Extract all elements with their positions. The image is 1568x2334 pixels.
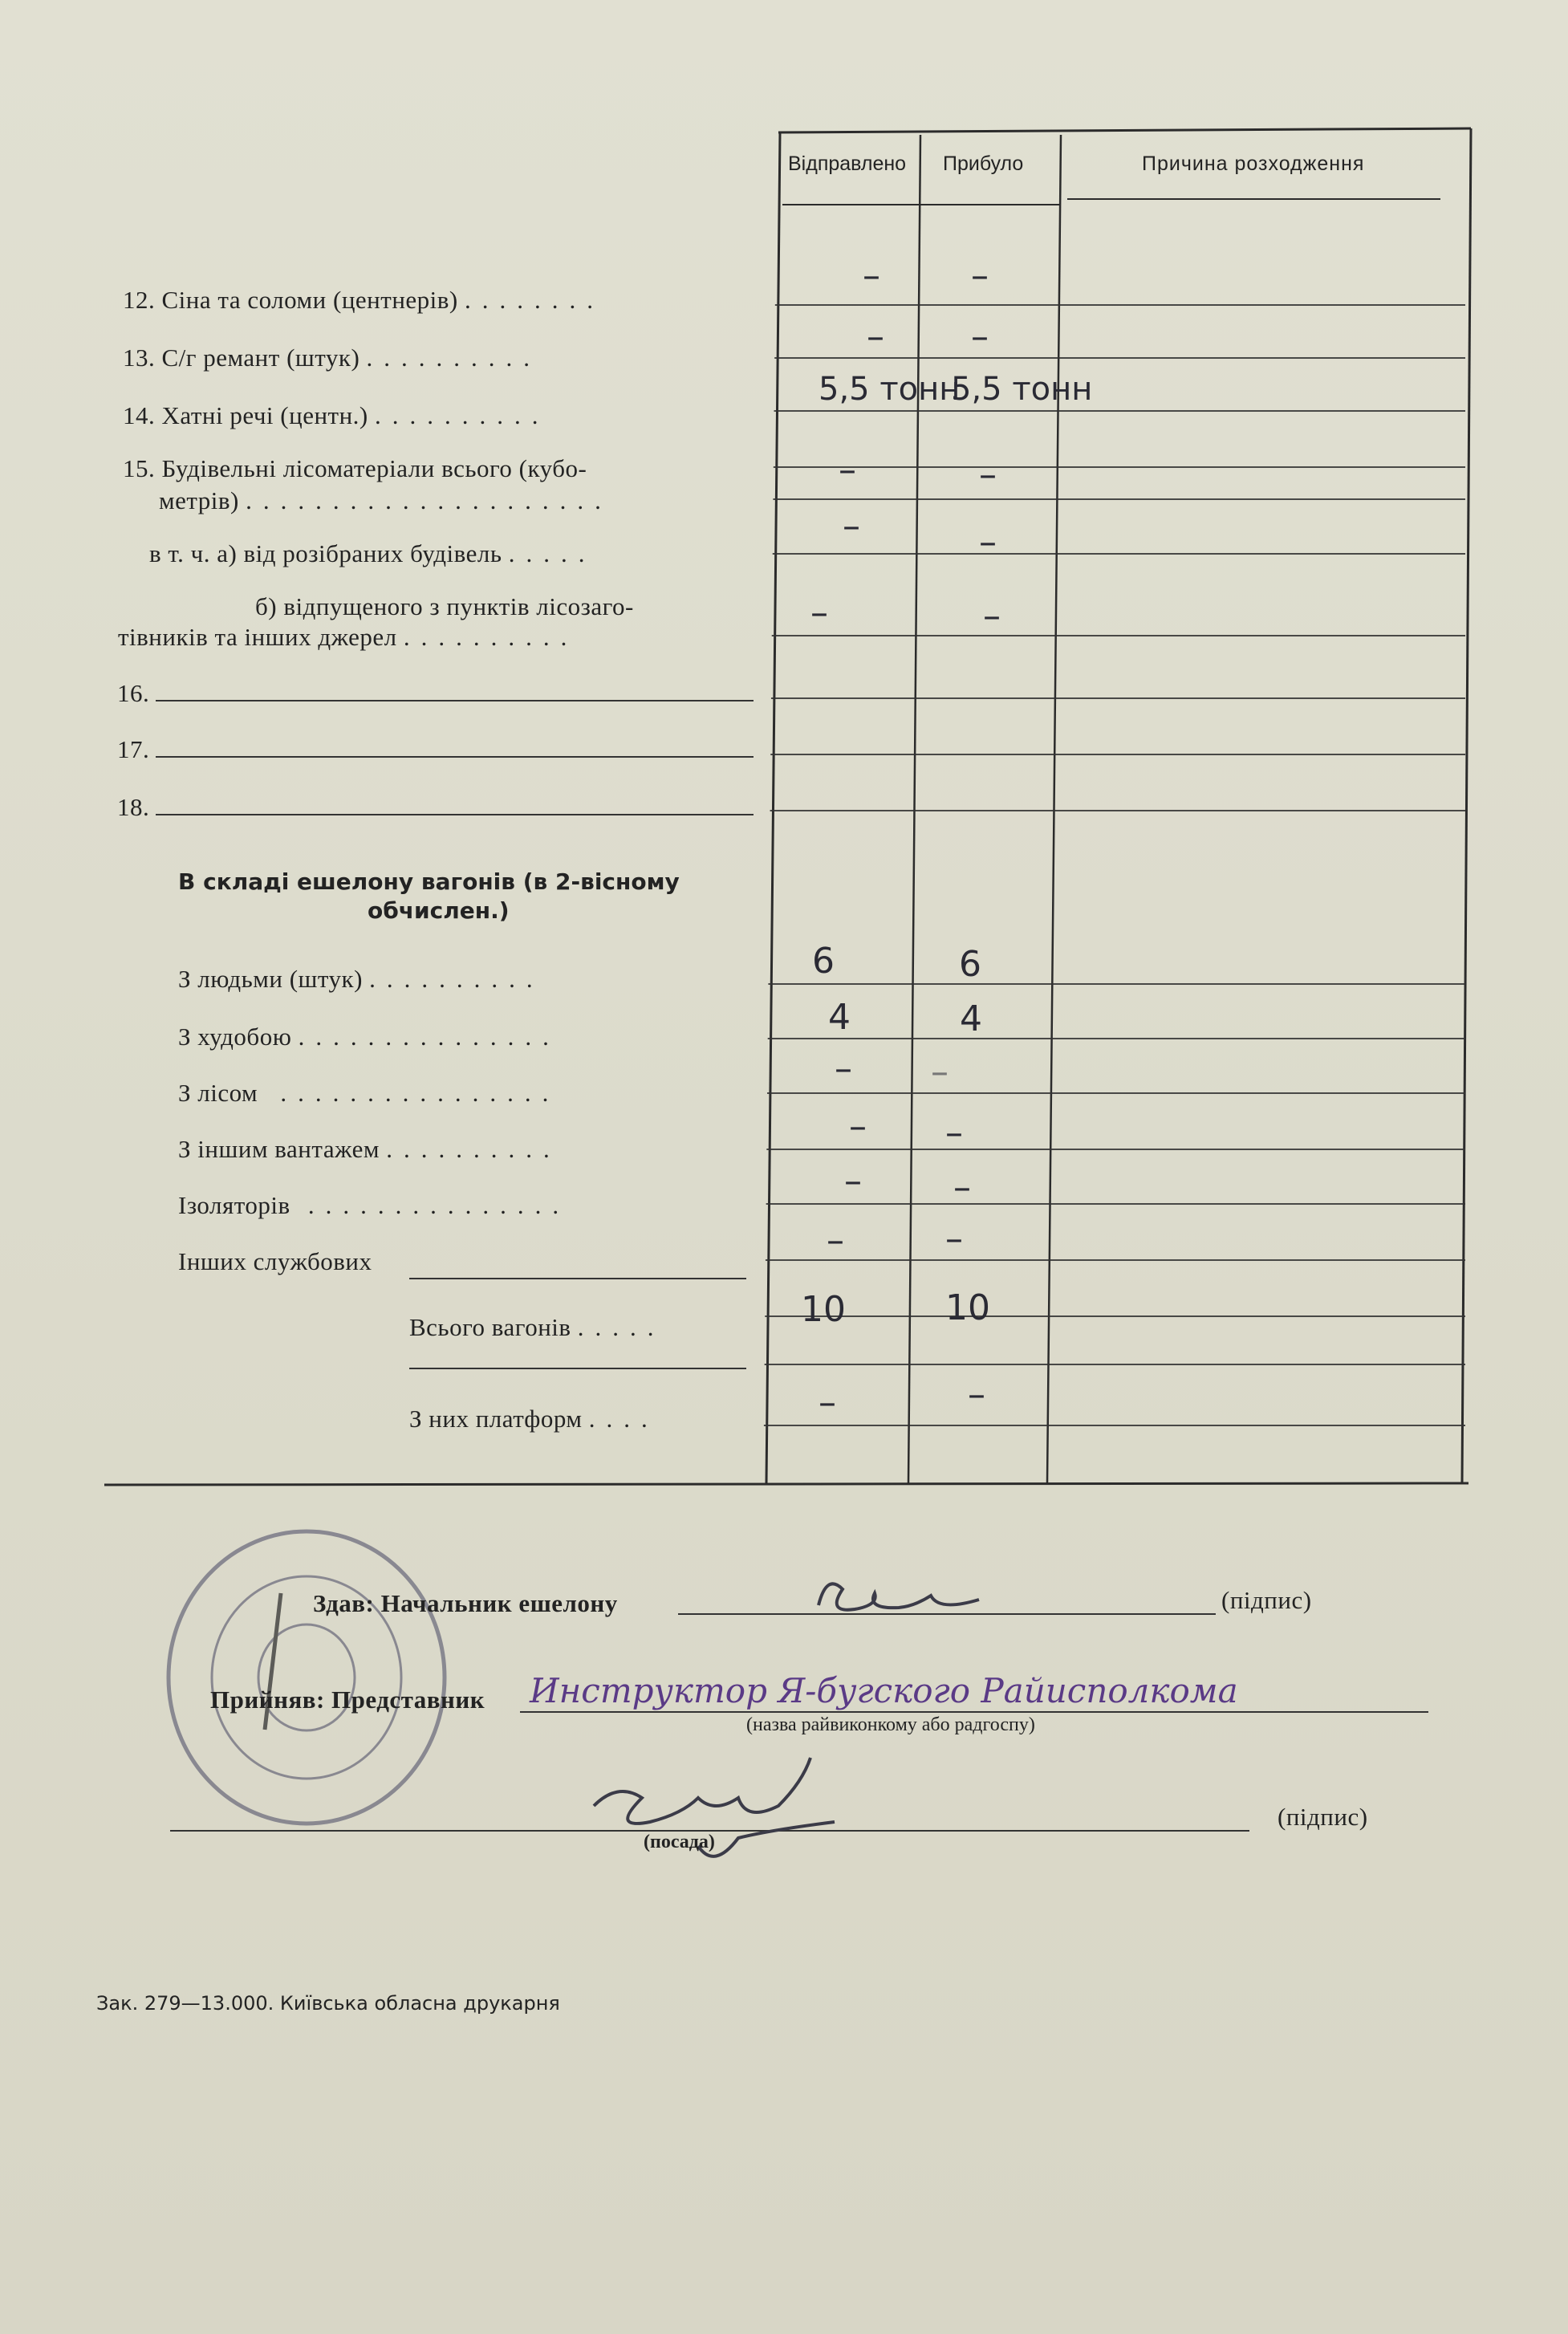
value-arrived: –: [931, 1051, 949, 1092]
value-arrived: –: [945, 1112, 963, 1153]
row-label: метрів) .....................: [159, 486, 612, 514]
column-header-sent: Відправлено: [788, 152, 907, 175]
value-sent: –: [863, 255, 880, 296]
value-sent: 4: [828, 997, 851, 1038]
wagon-label: Інших службових: [178, 1247, 372, 1275]
wagon-label: З лісом ................: [178, 1079, 560, 1107]
wagon-label: З людьми (штук) ..........: [178, 965, 544, 993]
row-label: тівників та інших джерел ..........: [118, 623, 579, 651]
value-sent: –: [849, 1106, 867, 1147]
value-sent: –: [839, 449, 856, 490]
value-arrived: –: [979, 454, 997, 495]
signature-note: (підпис): [1221, 1586, 1312, 1614]
value-arrived: 4: [960, 998, 982, 1039]
value-arrived: 5,5 тонн: [951, 371, 1093, 408]
wagon-label: З іншим вантажем ..........: [178, 1135, 561, 1163]
wagons-heading: В складі ешелону вагонів (в 2-вісному: [178, 868, 680, 895]
value-arrived: –: [971, 255, 989, 296]
row-label: 17.: [117, 735, 150, 763]
wagon-label: З худобою ...............: [178, 1023, 560, 1051]
row-label: 16.: [117, 679, 150, 707]
handed-label: Здав: Начальник ешелону: [313, 1589, 618, 1617]
printer-footer: Зак. 279—13.000. Київська обласна друкарня: [96, 1992, 560, 2015]
value-sent: –: [819, 1382, 836, 1423]
received-note: (назва райвиконкому або радгоспу): [746, 1714, 1035, 1735]
value-sent: –: [835, 1048, 852, 1089]
value-sent: –: [843, 506, 860, 547]
value-arrived: –: [953, 1167, 971, 1208]
value-arrived: –: [971, 316, 989, 357]
value-sent: –: [810, 592, 828, 633]
column-header-reason: Причина розходження: [1142, 152, 1365, 175]
value-sent: –: [827, 1220, 844, 1261]
row-label: в т. ч. а) від розібраних будівель .....: [149, 539, 596, 567]
position-note: (посада): [644, 1832, 715, 1852]
column-header-arrived: Прибуло: [943, 152, 1024, 175]
signature-note-2: (підпис): [1278, 1803, 1368, 1831]
row-label: 13. С/г ремант (штук) ..........: [123, 344, 542, 372]
value-arrived: 10: [945, 1287, 990, 1328]
wagon-label: Всього вагонів .....: [409, 1313, 665, 1341]
wagons-heading-cont: обчислен.): [368, 897, 510, 924]
value-arrived: –: [945, 1218, 963, 1259]
value-arrived: 6: [959, 944, 981, 985]
value-sent: 5,5 тонн: [819, 371, 961, 408]
row-label: 12. Сіна та соломи (центнерів) ........: [123, 286, 604, 314]
value-sent: 10: [801, 1289, 846, 1330]
value-sent: –: [844, 1161, 862, 1202]
value-sent: 6: [812, 941, 835, 982]
value-arrived: –: [968, 1374, 985, 1415]
wagon-label: Ізоляторів ...............: [178, 1191, 571, 1219]
row-label: б) відпущеного з пунктів лісозаго-: [255, 592, 634, 620]
row-label: 14. Хатні речі (центн.) ..........: [123, 401, 550, 429]
received-label: Прийняв: Представник: [210, 1685, 485, 1714]
row-label: 18.: [117, 793, 150, 821]
row-label: 15. Будівельні лісоматеріали всього (кубо-: [123, 454, 587, 482]
received-value: Инструктор Я-бугского Райисполкома: [530, 1671, 1238, 1710]
value-arrived: –: [979, 522, 997, 563]
wagon-label: З них платформ ....: [409, 1405, 659, 1433]
value-arrived: –: [983, 596, 1001, 636]
value-sent: –: [867, 316, 884, 357]
